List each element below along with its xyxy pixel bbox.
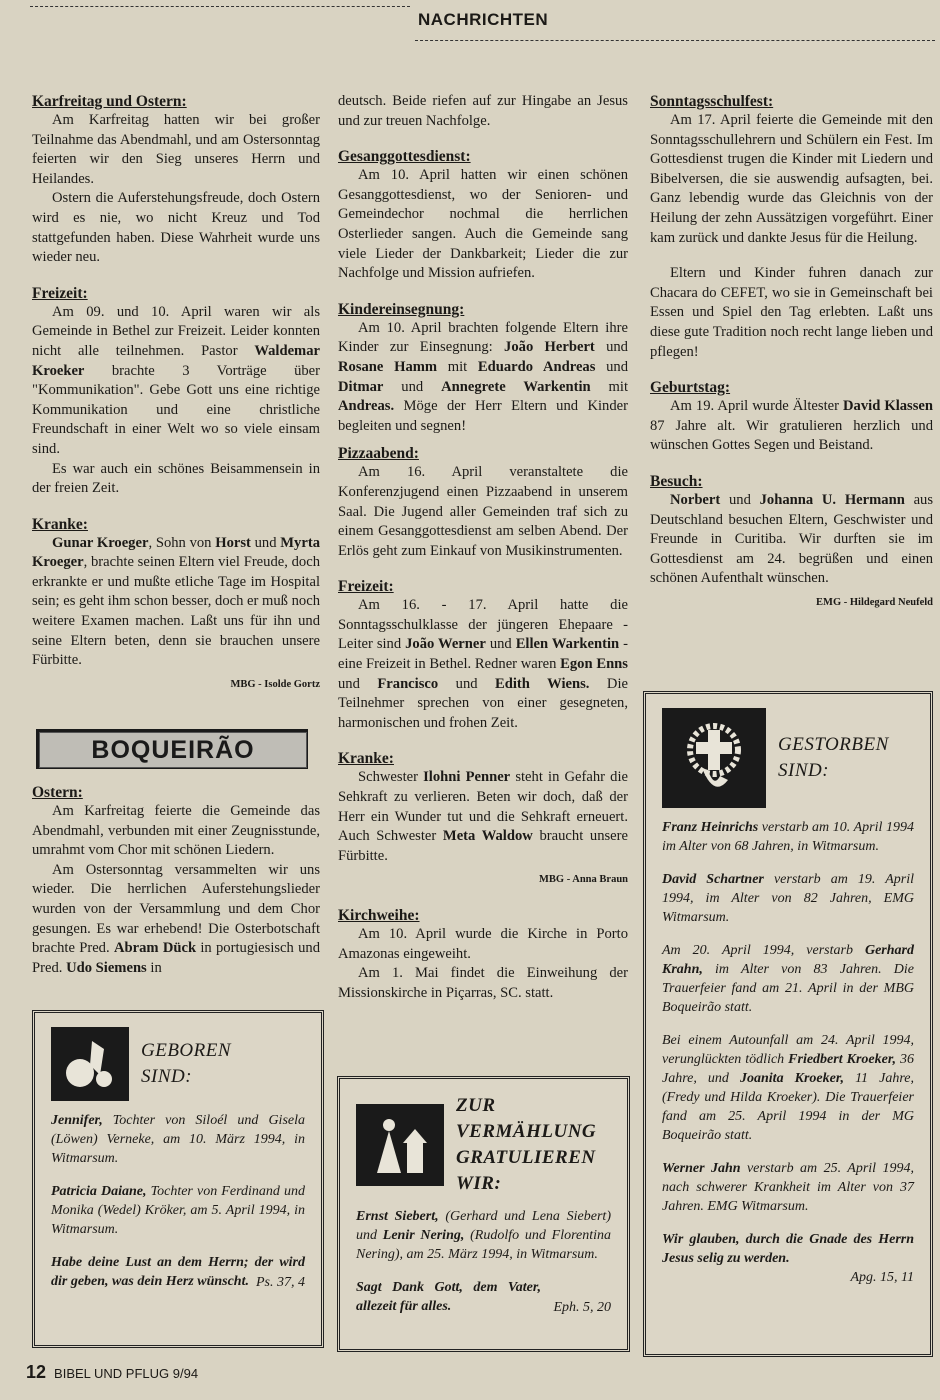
article-geburtstag — [650, 378, 933, 456]
paragraph: Am 09. und 10. April waren wir als Gemeinde in Bethel zur Freizeit. Leider konnten nicht alle teilnehmen. Pastor Waldemar Kroeker brachte 3 Vorträge über "Kommunikation". Gebe Gott uns eine richtige Kommunikation und eine christliche Freundschaft in einer Welt wo so viele einsam sind. — [32, 303, 320, 457]
article-gesanggottesdienst — [338, 147, 628, 284]
death-entry: David Schartner verstarb am 19. April 1994, im Alter von 82 Jahren, EMG Witmarsum. — [662, 872, 914, 925]
publication-name: BIBEL UND PFLUG — [54, 1366, 170, 1381]
births-box — [32, 1010, 324, 1348]
paragraph: Norbert und Johanna U. Hermann aus Deutschland besuchen Eltern, Geschwister und Freunde in Curitiba. Wir durften sie im Gottesdienst am 24. begrüßen und einen schönen Aufenthalt wünschen. — [650, 491, 934, 587]
box-title: ZUR VERMÄHLUNG GRATULIEREN WIR: — [456, 1095, 597, 1194]
article-signature: MBG - Anna Braun — [539, 874, 628, 886]
wedding-entry: Ernst Siebert, (Gerhard und Lena Siebert) und Lenir Nering, (Rudolfo und Florentina Nering), am 25. März 1994, in Witmarsum. — [356, 1209, 612, 1262]
page-number: 12 — [26, 1362, 47, 1382]
article-kranke-2 — [338, 749, 628, 890]
section-title: NACHRICHTEN — [418, 10, 549, 29]
verse-reference: Apg. 15, 11 — [850, 1270, 914, 1285]
article-kranke — [32, 515, 320, 695]
deaths-box — [643, 691, 933, 1357]
issue-number: 9/94 — [172, 1366, 199, 1381]
verse-reference: Ps. 37, 4 — [256, 1275, 305, 1290]
paragraph: Am 10. April brachten folgende Eltern ihre Kinder zur Einsegnung: João Herbert und Rosane Hamm mit Eduardo Andreas und Ditmar und Annegrete Warkentin mit Andreas. Möge der Herr Eltern und Kinder begleiten und segnen! — [338, 319, 629, 434]
article-heading: Gesanggottesdienst: — [338, 148, 471, 166]
paragraph: Am 19. April wurde Ältester David Klassen 87 Jahre alt. Wir gratulieren herzlich und wünschen Gottes Segen und Beistand. — [650, 398, 933, 454]
wedding-box — [337, 1076, 630, 1352]
paragraph: Schwester Ilohni Penner steht in Gefahr die Sehkraft zu verlieren. Beten wir doch, daß der Herr ein Wunder tut und die Sehkraft erneuert. Auch Schwester Meta Waldow braucht unsere Fürbitte. — [338, 769, 628, 864]
death-entry: Werner Jahn verstarb am 25. April 1994, nach schwerer Krankheit im Alter von 37 Jahren. EMG Witmarsum. — [662, 1161, 914, 1214]
column-1-lower — [32, 783, 320, 978]
paragraph: Am Karfreitag feierte die Gemeinde das Abendmahl, verbunden mit einer Zeugnisstunde, umrahmt vom Chor mit schönen Liedern. — [32, 803, 320, 859]
header-rule-bottom — [415, 40, 935, 41]
article-heading: Kindereinsegnung: — [338, 300, 465, 318]
box-header — [356, 1093, 611, 1197]
cross-wreath-icon — [662, 708, 766, 808]
article-kindereinsegnung — [338, 300, 628, 437]
wedding-couple-icon — [356, 1104, 444, 1186]
article-heading: Geburtstag: — [650, 379, 731, 397]
bible-verse: Sagt Dank Gott, dem Vater, allezeit für alles. — [356, 1280, 541, 1314]
paragraph: Am 16. April veranstaltete die Konferenzjugend einen Pizzaabend in unserem Saal. Die Jugend aller Gemeinden traf sich zu einem Gesanggottesdienst am selben Abend. Der Erlös geht zum Einkauf von Musikinstrumenten. — [338, 464, 628, 559]
birth-entry: Patricia Daiane, Tochter von Ferdinand und Monika (Wedel) Kröker, am 5. April 1994, in Witmarsum. — [51, 1184, 305, 1237]
article-heading: Freizeit: — [338, 578, 394, 596]
paragraph: Am 10. April wurde die Kirche in Porto Amazonas eingeweiht. — [338, 926, 628, 962]
page-footer — [26, 1362, 198, 1383]
article-heading: Pizzaabend: — [338, 445, 419, 463]
article-ostern — [32, 783, 320, 978]
box-header — [51, 1027, 305, 1101]
article-sonntagsschulfest — [650, 92, 933, 362]
paragraph: Gunar Kroeger, Sohn von Horst und Myrta Kroeger, brachte seinen Eltern viel Freude, doch erkrankte er und mußte etliche Tage im Hospital sein; es geht ihm schon besser, doch er muß noch weitere Examen machen. Laßt uns für ihn und seine Eltern beten, denn sie brauchen unsere Fürbitte. — [32, 534, 320, 669]
header-rule-top — [30, 6, 410, 7]
article-heading: Freizeit: — [32, 284, 88, 302]
bible-verse: Wir glauben, durch die Gnade des Herrn Jesus selig zu werden. — [662, 1232, 914, 1266]
article-freizeit-2 — [338, 577, 628, 733]
article-signature: EMG - Hildegard Neufeld — [816, 596, 933, 608]
article-karfreitag — [32, 92, 320, 268]
verse-reference: Eph. 5, 20 — [553, 1300, 611, 1315]
column-3 — [650, 92, 933, 628]
paragraph: Am 16. - 17. April hatte die Sonntagsschulklasse der jüngeren Ehepaare - Leiter sind João Werner und Ellen Warkentin - eine Freizeit in Bethel. Redner waren Egon Enns und Francisco und Edith Wiens. Die Teilnehmer sprechen von einer gesegneten, harmonischen und frohen Zeit. — [338, 597, 629, 731]
article-kirchweihe — [338, 906, 628, 1003]
banner-label: BOQUEIRÃO — [39, 732, 307, 768]
paragraph: Ostern die Auferstehungsfreude, doch Ostern wird es nie, wo nicht Kreuz und Tod stattgefunden haben. Diese Wahrheit wurde uns wieder neu. — [32, 190, 320, 266]
birth-entry: Jennifer, Tochter von Siloél und Gisela (Löwen) Verneke, am 10. März 1994, in Witmarsum. — [51, 1113, 305, 1166]
article-besuch — [650, 472, 933, 613]
paragraph: Am 1. Mai findet die Einweihung der Missionskirche in Piçarras, SC. statt. — [338, 965, 628, 1001]
death-entry: Franz Heinrichs verstarb am 10. April 1994 im Alter von 68 Jahren, in Witmarsum. — [662, 820, 914, 854]
bible-verse: Habe deine Lust an dem Herrn; der wird dir geben, was dein Herz wünscht. — [51, 1255, 305, 1289]
article-heading: Kranke: — [32, 515, 88, 533]
article-freizeit — [32, 284, 320, 499]
death-entry: Bei einem Autounfall am 24. April 1994, verunglückten tödlich Friedbert Kroeker, 36 Jahre, und Joanita Kroeker, 11 Jahre, (Fredy und Hilda Kroeker). Die Trauerfeier fand am 25. April 1994 in der MG Boqueirão statt. — [662, 1033, 914, 1143]
article-signature: MBG - Isolde Gortz — [230, 678, 320, 690]
paragraph: Am 17. April feierte die Gemeinde mit den Sonntagsschullehrern und Schülern ein Fest. Im Gottesdienst trugen die Kinder mit Liedern und Bibelversen, die sie auswendig aufsagten, bei. Ganz lebendig wurde das Gleichnis von der Heilung der zehn Aussätzigen vorgeführt. Einer kam zurück und dankte Jesus für die Heilung. — [650, 112, 933, 246]
paragraph: Es war auch ein schönes Beisammensein in der freien Zeit. — [32, 460, 320, 497]
column-1 — [32, 92, 320, 710]
paragraph: Am Karfreitag hatten wir bei großer Teilnahme das Abendmahl, und am Ostersonntag feierten wir den Sieg unseres Herrn und Heilandes. — [32, 112, 320, 187]
article-heading: Sonntagsschulfest: — [650, 93, 774, 110]
article-pizzaabend — [338, 444, 628, 561]
box-header — [662, 708, 914, 808]
box-title: GESTORBEN SIND: — [778, 734, 889, 781]
article-heading: Kranke: — [338, 750, 394, 768]
paragraph: deutsch. Beide riefen auf zur Hingabe an Jesus und zur treuen Nachfolge. — [338, 93, 628, 129]
paragraph: Am 10. April hatten wir einen schönen Gesanggottesdienst, wo der Senioren- und Gemeindechor nochmal die herrlichen Osterlieder sangen. Auch die Gemeinde sang viele Lieder der Dankbarkeit; Lieder die zur Nachfolge und Mission aufriefen. — [338, 167, 628, 282]
death-entry: Am 20. April 1994, verstarb Gerhard Krahn, im Alter von 83 Jahren. Die Trauerfeier fand am 21. April in der MBG Boqueirão statt. — [662, 943, 914, 1015]
boqueirao-banner — [36, 729, 308, 769]
article-heading: Karfreitag und Ostern: — [32, 93, 187, 110]
column-2 — [338, 92, 628, 1019]
paragraph: Eltern und Kinder fuhren danach zur Chacara do CEFET, wo sie in Gemeinschaft bei Essen und Spiel den Tag erlebten. Laßt uns diese gute Tradition noch recht lange lieben und pflegen! — [650, 265, 933, 360]
article-heading: Ostern: — [32, 784, 83, 801]
box-title: GEBOREN SIND: — [141, 1040, 232, 1087]
article-heading: Besuch: — [650, 472, 703, 490]
article-heading: Kirchweihe: — [338, 907, 420, 924]
article-continuation — [338, 92, 628, 131]
stork-baby-icon — [51, 1027, 129, 1101]
paragraph: Am Ostersonntag versammelten wir uns wieder. Die herrlichen Auferstehungslieder wurden von der Versammlung und dem Chor gesungen. Es war erhebend! Die Osterbotschaft brachte Pred. Abram Dück in portugiesisch und Pred. Udo Siemens in — [32, 861, 321, 976]
